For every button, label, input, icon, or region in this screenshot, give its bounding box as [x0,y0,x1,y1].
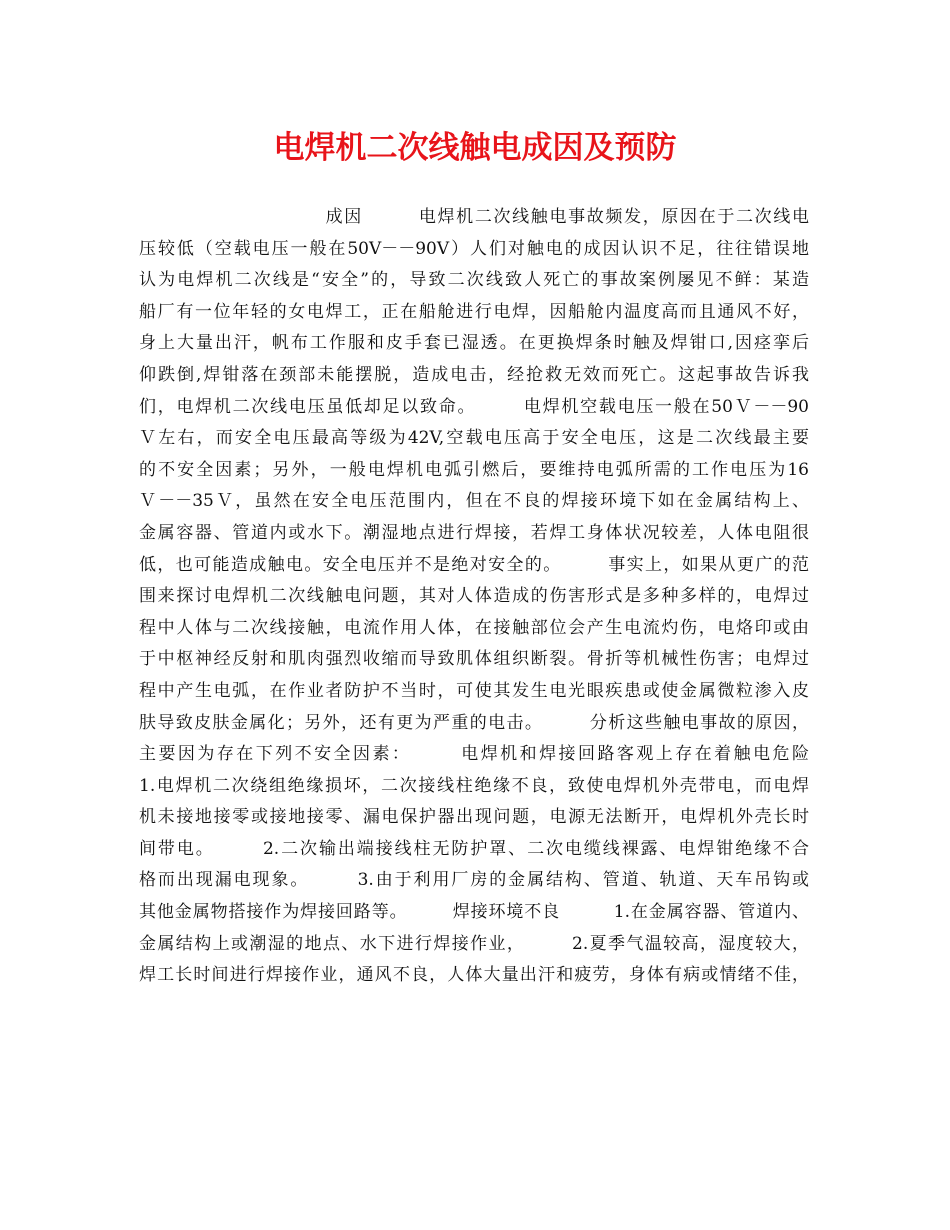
body-line: 格而出现漏电现象。 3.由于利用厂房的金属结构、管道、轨道、天车吊钩或 [139,870,809,891]
body-line: 金属容器、管道内或水下。潮湿地点进行焊接，若焊工身体状况较差，人体电阻很 [139,522,809,543]
body-line: 程中人体与二次线接触，电流作用人体，在接触部位会产生电流灼伤，电烙印或由 [139,617,809,638]
body-line: 身上大量出汗，帆布工作服和皮手套已湿透。在更换焊条时触及焊钳口,因痉挛后 [139,333,809,354]
body-line: 围来探讨电焊机二次线触电问题，其对人体造成的伤害形式是多种多样的，电焊过 [139,586,809,607]
document-body [139,202,809,992]
body-line: Ｖ－－35Ｖ，虽然在安全电压范围内，但在不良的焊接环境下如在金属结构上、 [139,491,809,512]
body-line: 们，电焊机二次线电压虽低却足以致命。 电焊机空载电压一般在50Ｖ－－90 [139,396,809,417]
body-line: 的不安全因素；另外，一般电焊机电弧引燃后，要维持电弧所需的工作电压为16 [139,459,809,480]
body-line: 金属结构上或潮湿的地点、水下进行焊接作业， 2.夏季气温较高，湿度较大， [139,933,809,954]
body-line: 间带电。 2.二次输出端接线柱无防护罩、二次电缆线裸露、电焊钳绝缘不合 [139,838,809,859]
body-line: 1.电焊机二次绕组绝缘损坏，二次接线柱绝缘不良，致使电焊机外壳带电，而电焊 [139,775,809,796]
body-line: 程中产生电弧，在作业者防护不当时，可使其发生电光眼疾患或使金属微粒渗入皮 [139,680,809,701]
body-line: 肤导致皮肤金属化；另外，还有更为严重的电击。 分析这些触电事故的原因， [139,712,809,733]
document-title: 电焊机二次线触电成因及预防 [273,130,677,166]
body-line: 主要因为存在下列不安全因素： 电焊机和焊接回路客观上存在着触电危险 [139,744,809,765]
body-line: Ｖ左右，而安全电压最高等级为42V,空载电压高于安全电压，这是二次线最主要 [139,428,809,449]
body-line: 于中枢神经反射和肌肉强烈收缩而导致肌体组织断裂。骨折等机械性伤害；电焊过 [139,649,809,670]
body-line: 机未接地接零或接地接零、漏电保护器出现问题，电源无法断开，电焊机外壳长时 [139,807,809,828]
body-line: 船厂有一位年轻的女电焊工，正在船舱进行电焊，因船舱内温度高而且通风不好， [139,301,809,322]
body-line: 其他金属物搭接作为焊接回路等。 焊接环境不良 1.在金属容器、管道内、 [139,902,809,923]
body-line: 低，也可能造成触电。安全电压并不是绝对安全的。 事实上，如果从更广的范 [139,554,809,575]
body-line: 成因 电焊机二次线触电事故频发，原因在于二次线电 [139,207,809,227]
body-line: 焊工长时间进行焊接作业，通风不良，人体大量出汗和疲劳，身体有病或情绪不佳， [139,965,809,986]
body-line: 认为电焊机二次线是“安全”的，导致二次线致人死亡的事故案例屡见不鲜：某造 [139,270,809,291]
body-line: 压较低（空载电压一般在50V－－90V）人们对触电的成因认识不足，往往错误地 [139,238,809,259]
body-line: 仰跌倒,焊钳落在颈部未能摆脱，造成电击，经抢救无效而死亡。这起事故告诉我 [139,364,809,385]
